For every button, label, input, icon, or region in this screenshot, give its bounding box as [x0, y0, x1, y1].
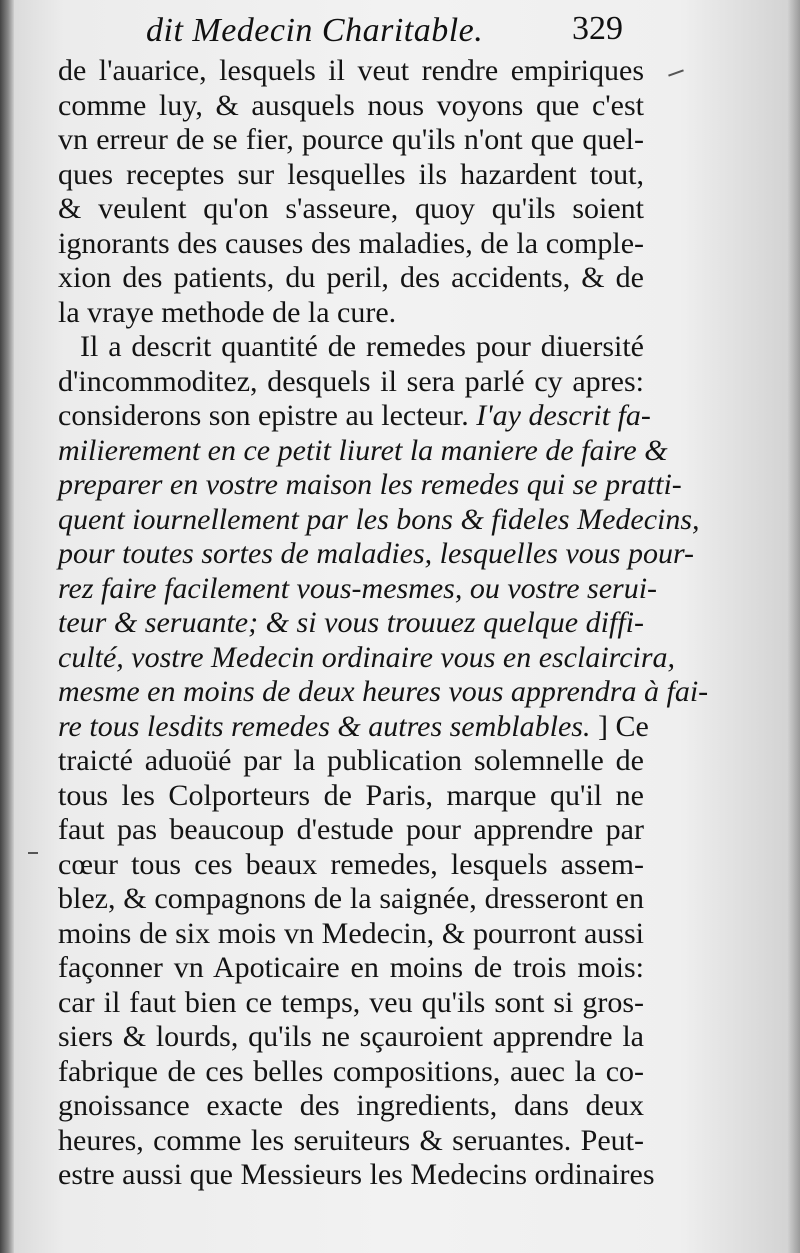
running-head: dit Medecin Charitable.	[146, 12, 484, 49]
text-line: pour toutes sortes de maladies, lesquelles vous pour-	[58, 537, 695, 570]
text-line: moins de six mois vn Medecin, & pourront aussi	[58, 916, 644, 950]
page-header	[0, 8, 800, 54]
roman-span: ] Ce	[597, 709, 649, 743]
text-line: heures, comme les seruiteurs & seruantes. Peut-	[58, 1123, 644, 1157]
margin-mark	[28, 852, 38, 854]
text-line: Il a descrit quantité de remedes pour diuersité	[80, 330, 644, 363]
page-number: 329	[572, 10, 623, 47]
text-line: blez, & compagnons de la saignée, dresseront en	[58, 882, 644, 915]
text-line: milierement en ce petit liuret la maniere de faire &	[58, 433, 668, 467]
text-line	[58, 709, 649, 745]
text-line: estre aussi que Messieurs les Medecins ordinaires	[58, 1158, 655, 1191]
text-line: traicté aduoüé par la publication solemnelle de	[58, 744, 644, 777]
text-line: de l'auarice, lesquels il veut rendre empiriques	[58, 54, 644, 87]
text-line: fabrique de ces belles compositions, auec la co-	[58, 1054, 644, 1088]
text-line: ignorants des causes des maladies, de la comple-	[58, 226, 644, 260]
paragraph	[58, 54, 644, 330]
margin-mark	[668, 69, 684, 76]
text-line: teur & seruante; & si vous trouuez quelque diffi-	[58, 606, 644, 639]
italic-span: re tous lesdits remedes & autres semblables.	[58, 709, 591, 743]
roman-span: considerons son epistre au lecteur.	[58, 399, 469, 432]
text-line: façonner vn Apoticaire en moins de trois mois:	[58, 951, 644, 984]
text-line: & veulent qu'on s'asseure, quoy qu'ils soient	[58, 192, 644, 225]
text-line: car il faut bien ce temps, veu qu'ils sont si gros-	[58, 985, 644, 1019]
text-line: tous les Colporteurs de Paris, marque qu'il ne	[58, 778, 644, 812]
page-left-edge	[0, 0, 14, 1253]
text-line: quent iournellement par les bons & fideles Medecins,	[58, 502, 700, 536]
text-line: xion des patients, du peril, des accidents, & de	[58, 261, 644, 294]
text-line: mesme en moins de deux heures vous apprendra à fai-	[58, 675, 709, 708]
text-line: d'incommoditez, desquels il sera parlé cy apres:	[58, 364, 644, 398]
paragraph	[58, 330, 709, 1193]
page-right-edge	[788, 0, 800, 1253]
italic-span: I'ay descrit fa-	[476, 399, 651, 432]
text-line: preparer en vostre maison les remedes qui se pratti-	[58, 468, 682, 501]
text-line: faut pas beaucoup d'estude pour apprendre par	[58, 813, 644, 846]
body-text	[58, 54, 709, 1193]
text-line: rez faire facilement vous-mesmes, ou vostre serui-	[58, 571, 658, 605]
text-line: gnoissance exacte des ingredients, dans deux	[58, 1089, 644, 1122]
text-line: siers & lourds, qu'ils ne sçauroient apprendre la	[58, 1020, 644, 1053]
text-line: ques receptes sur lesquelles ils hazardent tout,	[58, 157, 644, 191]
text-line: cœur tous ces beaux remedes, lesquels assem-	[58, 847, 644, 881]
text-line	[58, 399, 651, 434]
text-line: la vraye methode de la cure.	[58, 295, 397, 329]
text-line: comme luy, & ausquels nous voyons que c'est	[58, 88, 644, 122]
text-line: vn erreur de se fier, pource qu'ils n'ont que quel-	[58, 123, 644, 156]
text-line: culté, vostre Medecin ordinaire vous en esclaircira,	[58, 640, 676, 674]
